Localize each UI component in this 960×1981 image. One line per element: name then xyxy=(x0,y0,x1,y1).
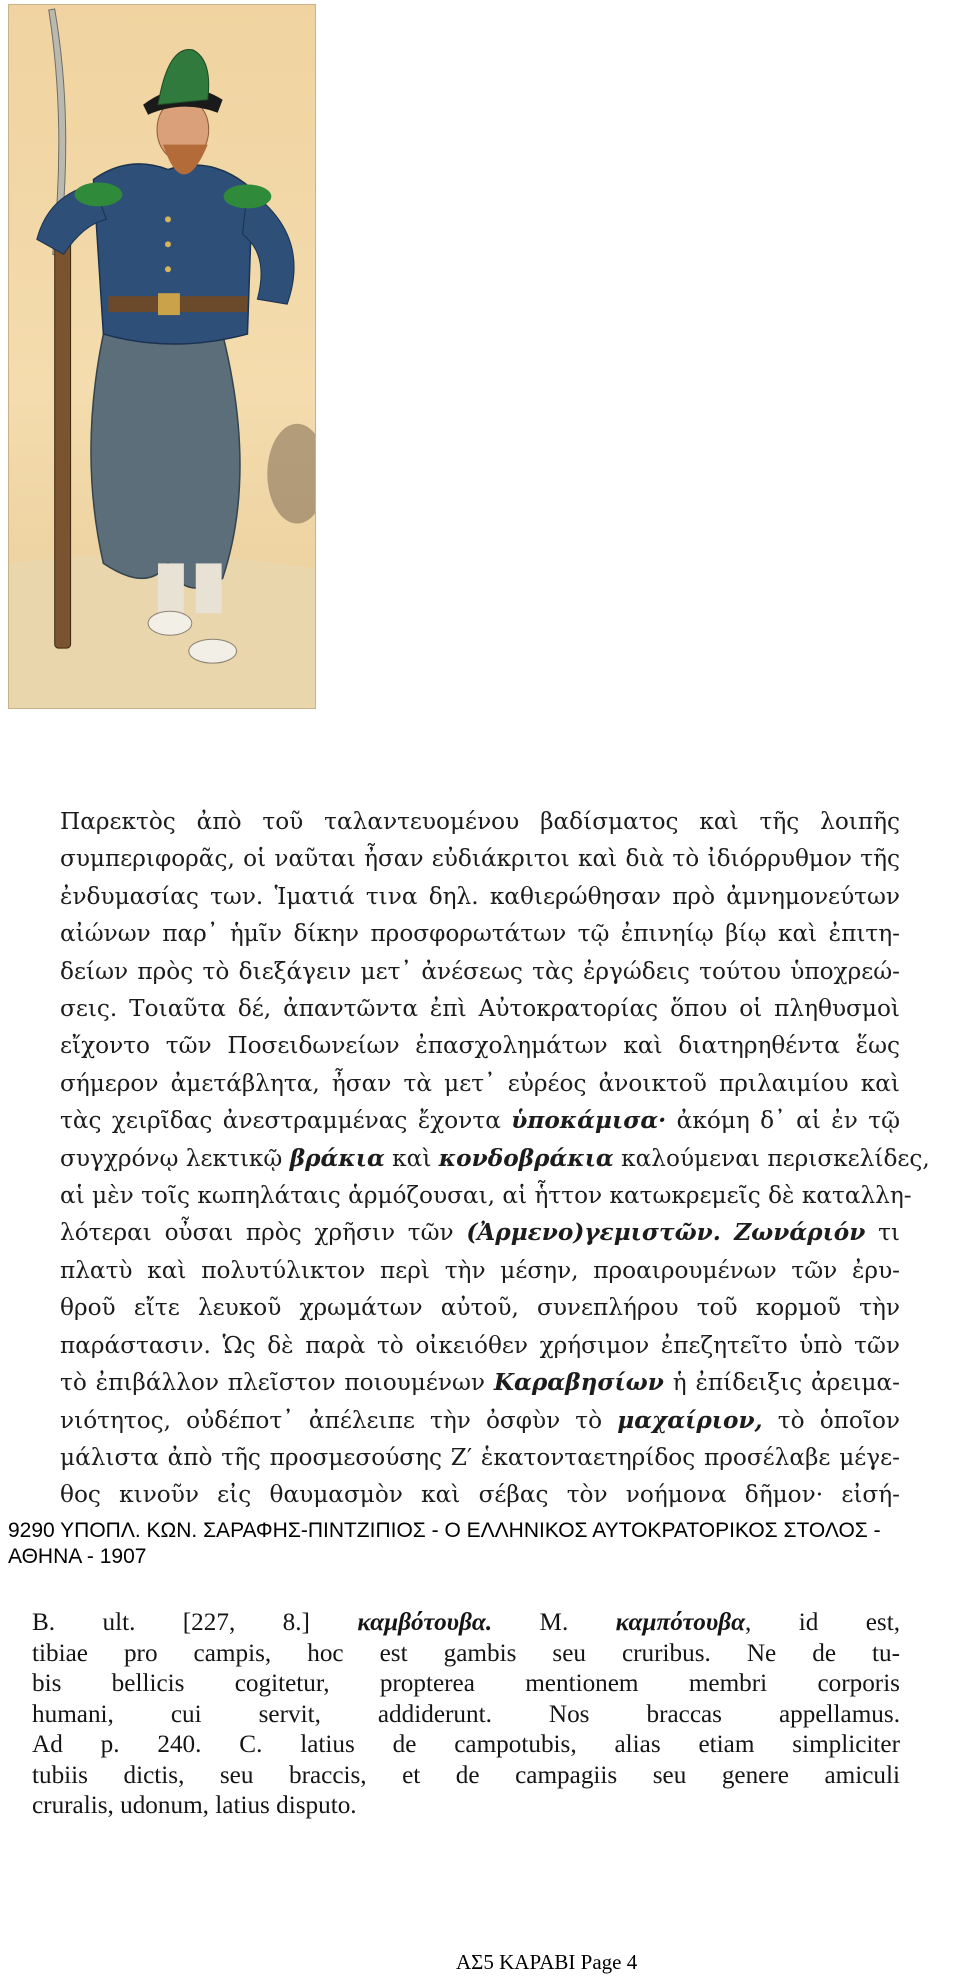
sailor-illustration-icon xyxy=(9,5,315,708)
latin-line xyxy=(32,1700,900,1731)
greek-line-text: τι xyxy=(865,1219,901,1247)
button xyxy=(165,241,171,247)
greek-line-text: συμπεριφορᾶς, οἱ ναῦται ἦσαν εὐδιάκριτοι καὶ διὰ τὸ ἰδιόρρυθμον τῆς xyxy=(60,845,900,873)
greek-emphasis: βράκια xyxy=(289,1144,385,1172)
greek-line xyxy=(60,878,900,915)
leg-right xyxy=(196,563,222,613)
greek-line-text: καὶ xyxy=(384,1144,439,1172)
greek-line-text: πλατὺ καὶ πολυτύλικτον περὶ τὴν μέσην, προαιρουμένων τῶν ἐρυ- xyxy=(60,1256,900,1284)
greek-line-text: θροῦ εἴτε λευκοῦ χρωμάτων αὐτοῦ, συνεπλήρου τοῦ κορμοῦ τὴν xyxy=(60,1294,900,1322)
latin-line-text: Ad p. 240. C. latius de campotubis, alias etiam simpliciter xyxy=(32,1731,900,1758)
latin-line-text: , id est, xyxy=(745,1609,900,1636)
source-caption xyxy=(8,1518,960,1570)
greek-line-text: σεις. Τοιαῦτα δέ, ἀπαντῶντα ἐπὶ Αὐτοκρατορίας ὅπου οἱ πληθυσμοὶ xyxy=(60,995,900,1023)
hat-plume xyxy=(158,49,209,104)
latin-line xyxy=(32,1608,900,1639)
latin-line xyxy=(32,1639,900,1670)
greek-line xyxy=(60,1027,900,1064)
greek-line xyxy=(60,915,900,952)
greek-line-text: σήμερον ἀμετάβλητα, ἦσαν τὰ μετ᾽ εὐρέος ἀνοικτοῦ πριλαιμίου καὶ xyxy=(60,1069,900,1097)
latin-line-text: humani, cui servit, addiderunt. Nos braccas appellamus. xyxy=(32,1700,900,1728)
greek-line-text: λότεραι οὖσαι πρὸς χρῆσιν τῶν xyxy=(60,1219,467,1247)
latin-line-text: M. xyxy=(492,1609,616,1636)
greek-line-text: ἡ ἐπίδειξις ἀρειμα- xyxy=(663,1369,900,1397)
latin-line-text: B. ult. [227, 8.] xyxy=(32,1609,358,1636)
latin-line-text: tibiae pro campis, hoc est gambis seu cruribus. Ne de tu- xyxy=(32,1639,900,1667)
greek-line-text: εἴχοντο τῶν Ποσειδωνείων ἐπασχολημάτων καὶ διατηρηθέντα ἕως xyxy=(60,1032,900,1060)
latin-line-text: bis bellicis cogitetur, propterea mentionem membri corporis xyxy=(32,1670,900,1697)
greek-line xyxy=(60,1065,900,1102)
greek-line-text: τὰς χειρῖδας ἀνεστραμμένας ἔχοντα xyxy=(60,1107,512,1135)
greek-line-text: ἀκόμη δ᾽ αἱ ἐν τῷ xyxy=(666,1107,900,1135)
latin-text-block xyxy=(32,1608,900,1822)
greek-line-text: Παρεκτὸς ἀπὸ τοῦ ταλαντευομένου βαδίσματος καὶ τῆς λοιπῆς xyxy=(60,808,900,835)
greek-term: καμπότουβα xyxy=(615,1609,746,1636)
latin-line xyxy=(32,1730,900,1761)
greek-line xyxy=(60,1402,900,1439)
greek-line xyxy=(60,1327,900,1364)
page-footer: ΑΣ5 ΚΑΡΑΒΙ Page 4 xyxy=(456,1950,638,1974)
greek-line-text: καλούμεναι περισκελίδες, xyxy=(613,1144,930,1172)
greek-line xyxy=(60,1102,900,1139)
greek-line xyxy=(60,1364,900,1401)
greek-term: καμβότουβα. xyxy=(357,1609,493,1636)
greek-line-text: συγχρόνῳ λεκτικῷ xyxy=(60,1144,290,1172)
greek-line-text: τὸ ὁποῖον xyxy=(762,1406,900,1434)
greek-emphasis: Καραβησίων xyxy=(493,1369,664,1397)
sailor-illustration xyxy=(8,4,316,709)
greek-text-block xyxy=(60,803,930,1514)
button xyxy=(165,216,171,222)
latin-line-text: tubiis dictis, seu braccis, et de campagiis seu genere amiculi xyxy=(32,1761,900,1789)
caption-line-2: ΑΘΗΝΑ - 1907 xyxy=(8,1545,147,1568)
greek-line xyxy=(60,1252,900,1289)
rifle xyxy=(55,229,71,648)
greek-line xyxy=(60,953,900,990)
greek-line-text: παράστασιν. Ὡς δὲ παρὰ τὸ οἰκειόθεν χρήσιμον ἐπεζητεῖτο ὑπὸ τῶν xyxy=(60,1331,900,1359)
shoe-left xyxy=(148,611,192,635)
greek-line-text: αἱ μὲν τοῖς κωπηλάταις ἁρμόζουσαι, αἱ ἧττον κατωκρεμεῖς δὲ καταλλη- xyxy=(60,1182,912,1210)
greek-line xyxy=(60,1439,900,1476)
latin-line xyxy=(32,1761,900,1792)
greek-emphasis: (Ἀρμενο)γεμιστῶν. Ζωνάριόν xyxy=(466,1219,866,1247)
leg-left xyxy=(158,563,184,613)
barrel-shape xyxy=(267,424,315,524)
epaulette-right xyxy=(224,184,272,208)
greek-line-text: αἰώνων παρ᾽ ἡμῖν δίκην προσφορωτάτων τῷ ἐπινηίῳ βίῳ καὶ ἐπιτη- xyxy=(60,920,900,948)
greek-line-text: νιότητος, οὐδέποτ᾽ ἀπέλειπε τὴν ὀσφὺν τὸ xyxy=(60,1406,618,1434)
greek-line xyxy=(60,803,900,840)
greek-emphasis: ὑποκάμισα· xyxy=(511,1107,667,1135)
greek-line xyxy=(60,990,900,1027)
greek-line-text: δείων πρὸς τὸ διεξάγειν μετ᾽ ἀνέσεως τὰς ἐργώδεις τούτου ὑποχρεώ- xyxy=(60,957,900,985)
shoe-right xyxy=(189,639,237,663)
epaulette-left xyxy=(75,182,123,206)
greek-line xyxy=(60,1140,930,1177)
latin-line xyxy=(32,1791,900,1822)
button xyxy=(165,266,171,272)
caption-line-1: 9290 ΥΠΟΠΛ. ΚΩΝ. ΣΑΡΑΦΗΣ-ΠΙΝΤΖΙΠΙΟΣ - Ο ΕΛΛΗΝΙΚΟΣ ΑΥΤΟΚΡΑΤΟΡΙΚΟΣ ΣΤΟΛΟΣ - xyxy=(8,1519,881,1542)
greek-emphasis: μαχαίριον, xyxy=(617,1406,763,1434)
greek-line xyxy=(60,1289,900,1326)
greek-line xyxy=(60,1214,900,1251)
latin-line-text: cruralis, udonum, latius disputo. xyxy=(32,1792,357,1819)
greek-line-text: ἐνδυμασίας των. Ἱματιά τινα δηλ. καθιερώθησαν πρὸ ἀμνημονεύτων xyxy=(60,882,900,910)
greek-line xyxy=(60,840,900,877)
greek-line-text: θος κινοῦν εἰς θαυμασμὸν καὶ σέβας τὸν νοήμονα δῆμον· εἰσή- xyxy=(60,1481,900,1509)
greek-line xyxy=(60,1476,900,1513)
greek-line xyxy=(60,1177,912,1214)
latin-line xyxy=(32,1669,900,1700)
greek-line-text: τὸ ἐπιβάλλον πλεῖστον ποιουμένων xyxy=(60,1369,494,1397)
greek-emphasis: κονδοβράκια xyxy=(438,1144,614,1172)
trousers xyxy=(91,334,240,588)
greek-line-text: μάλιστα ἀπὸ τῆς προσμεσούσης Ζ′ ἑκατονταετηρίδος προσέλαβε μέγε- xyxy=(60,1443,900,1471)
belt-buckle xyxy=(158,293,180,315)
